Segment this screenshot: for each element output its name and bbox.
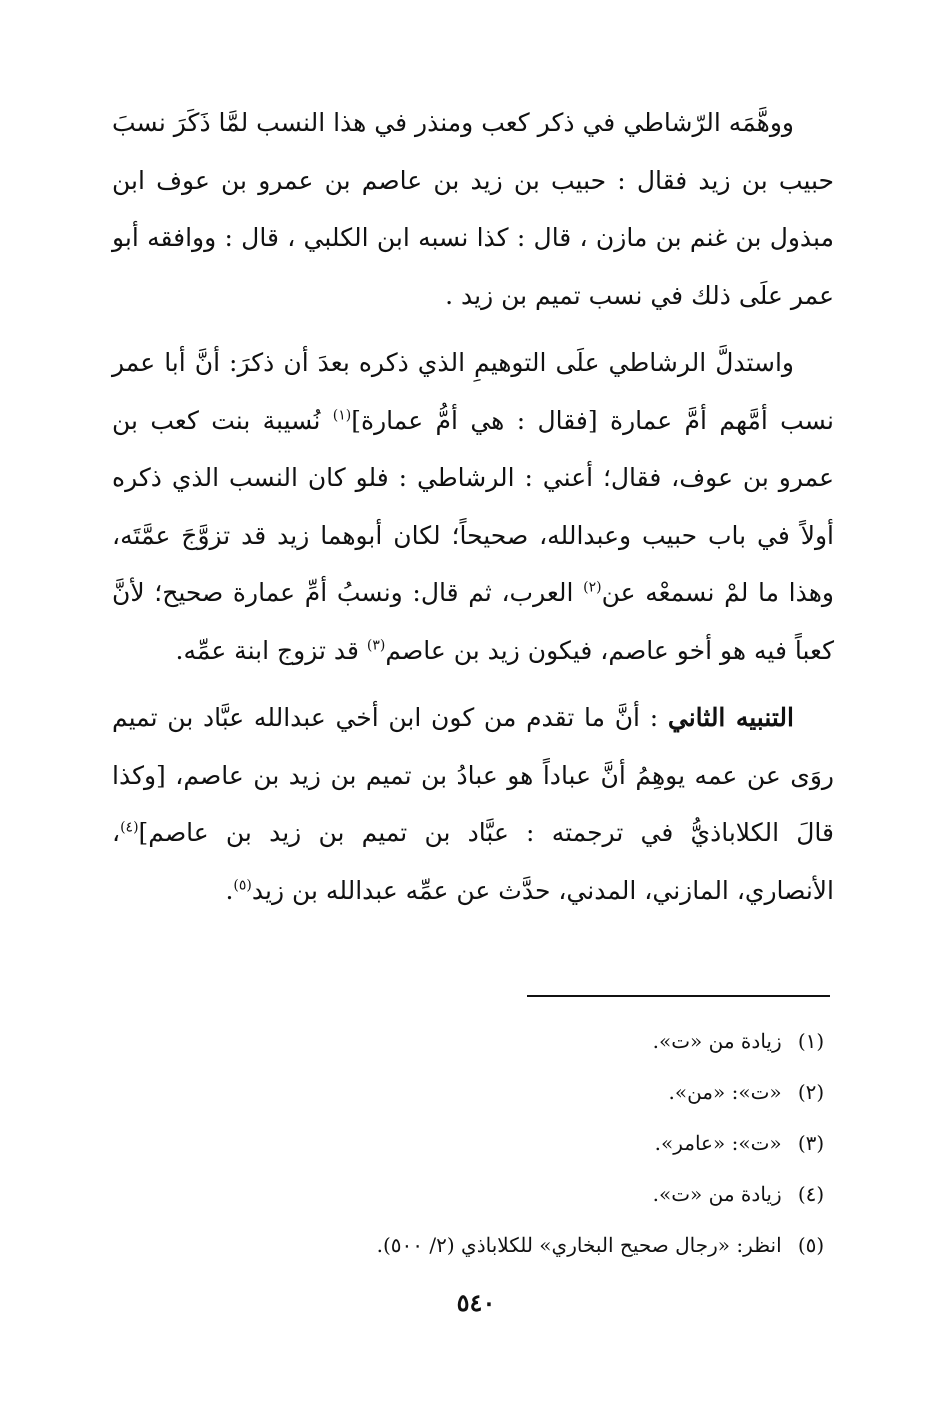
- paragraph: [112, 334, 834, 679]
- text-segment: العرب، ثم قال: ونسبُ أمِّ عمارة صحيح؛ لأنَّ كعباً فيه هو أخو عاصم، فيكون زيد بن عاصم: [112, 578, 834, 665]
- footnote-text: «ت»: «من».: [668, 1080, 782, 1104]
- text-segment: ووهَّمَه الرّشاطي في ذكر كعب ومنذر في هذا النسب لمَّا ذَكَرَ نسبَ حبيب بن زيد فقال : حبيب بن زيد بن عاصم بن عمرو بن عوف ابن مبذول بن غنم بن مازن ، قال : كذا نسبه ابن الكلبي ، قال : ووافقه أبو عمر علَى ذلك في نسب تميم بن زيد .: [112, 108, 834, 310]
- footnote-text: انظر: «رجال صحيح البخاري» للكلاباذي (٢/ ٥٠٠).: [376, 1233, 782, 1257]
- footnote-number: (٤): [797, 1182, 825, 1206]
- section-heading: التنبيه الثاني: [667, 703, 794, 732]
- footnote-reference: (٢): [583, 579, 602, 596]
- text-segment: قد تزوج ابنة عمِّه.: [175, 635, 367, 665]
- page-number: ٥٤٠: [456, 1288, 496, 1317]
- footnote-item: [112, 1169, 834, 1220]
- footnote-item: [112, 1118, 834, 1169]
- text-segment: .: [225, 875, 234, 905]
- text-segment: واستدلَّ الرشاطي علَى التوهيمِ الذي ذكره بعدَ أن ذكرَ: أنَّ أبا عمر نسب أمَّهم أمَّ عمارة [فقال : هي أمُّ عمارة]: [112, 348, 834, 435]
- footnote-item: [112, 1067, 834, 1118]
- text-segment: : أنَّ ما تقدم من كون ابن أخي عبدالله عبَّاد بن تميم روَى عن عمه يوهِمُ أنَّ عباداً هو عبادُ بن تميم بن زيد بن عاصم، [وكذا قالَ الكلاباذيُّ في ترجمته : عبَّاد بن تميم بن زيد بن عاصم]: [112, 703, 834, 847]
- text-segment: ، الأنصاري، المازني، المدني، حدَّث عن عمِّه عبدالله بن زيد: [112, 818, 834, 905]
- paragraph: [112, 689, 834, 919]
- footnote-number: (٣): [797, 1131, 825, 1155]
- footnote-number: (٥): [797, 1233, 825, 1257]
- footnote-item: [112, 1220, 834, 1271]
- footnote-number: (١): [797, 1029, 825, 1053]
- footnote-reference: (٥): [233, 877, 252, 894]
- footnote-text: زيادة من «ت».: [652, 1182, 782, 1206]
- footnotes-list: [112, 1016, 834, 1271]
- footnote-reference: (٤): [120, 819, 139, 836]
- footnote-separator: [527, 995, 830, 997]
- footnote-reference: (١): [332, 407, 352, 424]
- paragraph: [112, 94, 834, 324]
- footnote-number: (٢): [797, 1080, 825, 1104]
- footnote-reference: (٣): [366, 637, 386, 654]
- footnote-text: زيادة من «ت».: [652, 1029, 782, 1053]
- footnote-item: [112, 1016, 834, 1067]
- main-text: [112, 94, 834, 929]
- text-segment: نُسيبة بنت كعب بن عمرو بن عوف، فقال؛ أعني : الرشاطي : فلو كان النسب الذي ذكره أولاً في باب حبيب وعبدالله، صحيحاً؛ لكان أبوهما زيد قد تزوَّجَ عمَّتَه، وهذا ما لمْ نسمعْه عن: [112, 405, 834, 607]
- footnote-text: «ت»: «عامر».: [654, 1131, 782, 1155]
